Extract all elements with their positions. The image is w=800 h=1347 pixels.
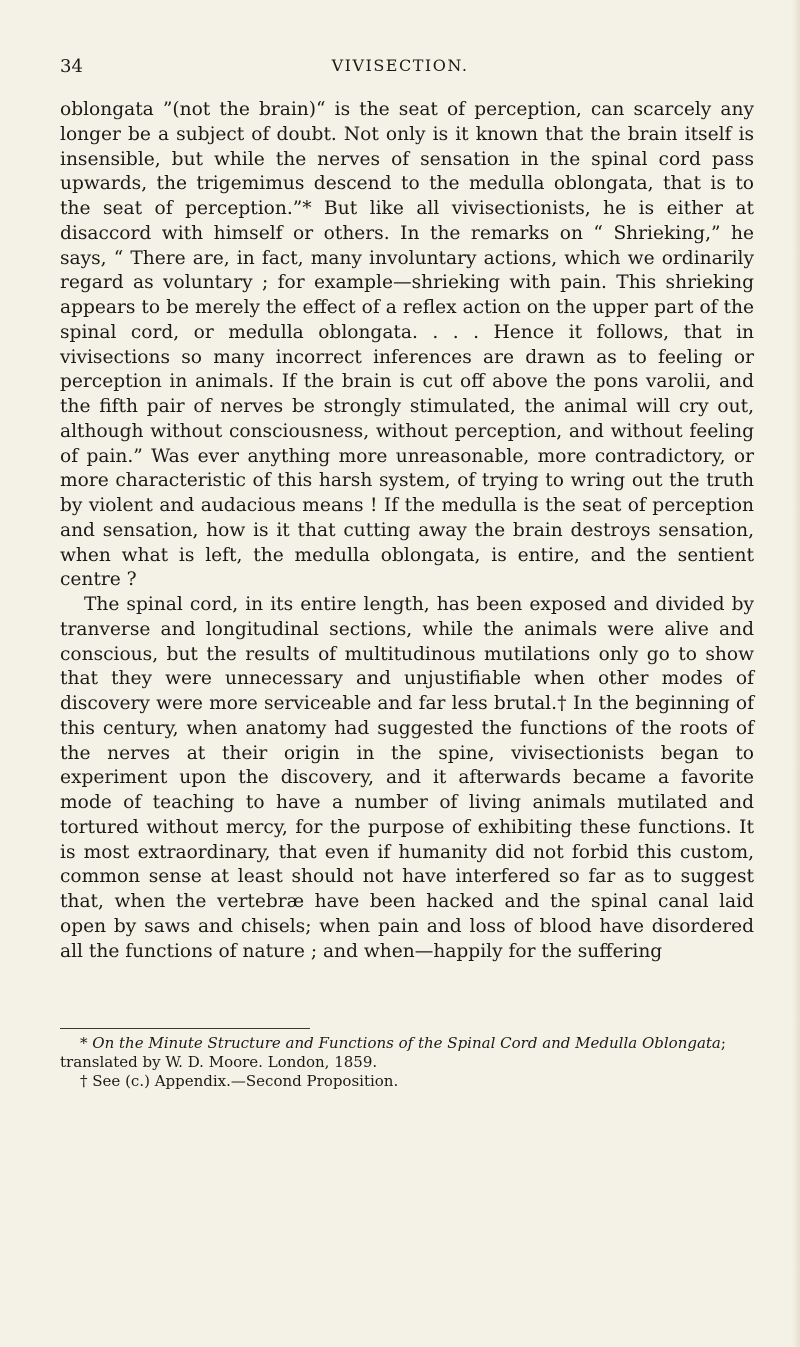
footnote-rule <box>60 1028 310 1029</box>
paragraph-2: The spinal cord, in its entire length, has been exposed and divided by tranverse and longitudinal sections, while the animals were alive and conscious, but the results of multitudinous mutilations only go to show that they were unnecessary and unjustifiable when other modes of discovery were more serviceable and far less brutal.† In the beginning of this century, when anatomy had suggested the functions of the roots of the nerves at their origin in the spine, vivisectionists began to experiment upon the discovery, and it afterwards became a favorite mode of teaching to have a number of living animals mutilated and tortured without mercy, for the purpose of exhibiting these functions. It is most extraordinary, that even if humanity did not forbid this custom, common sense at least should not have interfered so far as to suggest that, when the vertebræ have been hacked and the spinal canal laid open by saws and chisels; when pain and loss of blood have disordered all the functions of nature ; and when—happily for the suffering <box>60 594 754 962</box>
footnote-1-title: On the Minute Structure and Functions of the Spinal Cord and Medulla Oblongata <box>92 1034 721 1052</box>
running-title: VIVISECTION. <box>331 56 469 75</box>
footnote-1-rest: ; translated by W. D. Moore. London, 1859. <box>60 1034 726 1071</box>
page-number: 34 <box>60 56 83 77</box>
paragraph-1: oblongata ”(not the brain)“ is the seat of perception, can scarcely any longer be a subject of doubt. Not only is it known that the brain itself is insensible, but while the nerves of sensation in the spinal cord pass upwards, the trigemimus descend to the medulla oblongata, that is to the seat of perception.”* But like all vivisectionists, he is either at disaccord with himself or others. In the remarks on “ Shrieking,” he says, “ There are, in fact, many involuntary actions, which we ordinarily regard as voluntary ; for example—shrieking with pain. This shrieking appears to be merely the effect of a reflex action on the upper part of the spinal cord, or medulla oblongata. . . . Hence it follows, that in vivisections so many incorrect inferences are drawn as to feeling or perception in animals. If the brain is cut off above the pons varolii, and the fifth pair of nerves be strongly stimulated, the animal will cry out, although without consciousness, without perception, and without feeling of pain.” Was ever anything more unreasonable, more contradictory, or more characteristic of this harsh system, of trying to wring out the truth by violent and audacious means ! If the medulla is the seat of perception and sensation, how is it that cutting away the brain destroys sensation, when what is left, the medulla oblongata, is entire, and the sentient centre ? <box>60 99 754 591</box>
body-text <box>60 98 754 964</box>
footnote-1 <box>60 1034 754 1072</box>
page-edge <box>792 0 800 1347</box>
footnotes <box>60 1034 754 1091</box>
footnote-1-marker: * <box>80 1034 93 1052</box>
page-header <box>60 56 740 84</box>
footnote-2: † See (c.) Appendix.—Second Proposition. <box>80 1072 399 1090</box>
